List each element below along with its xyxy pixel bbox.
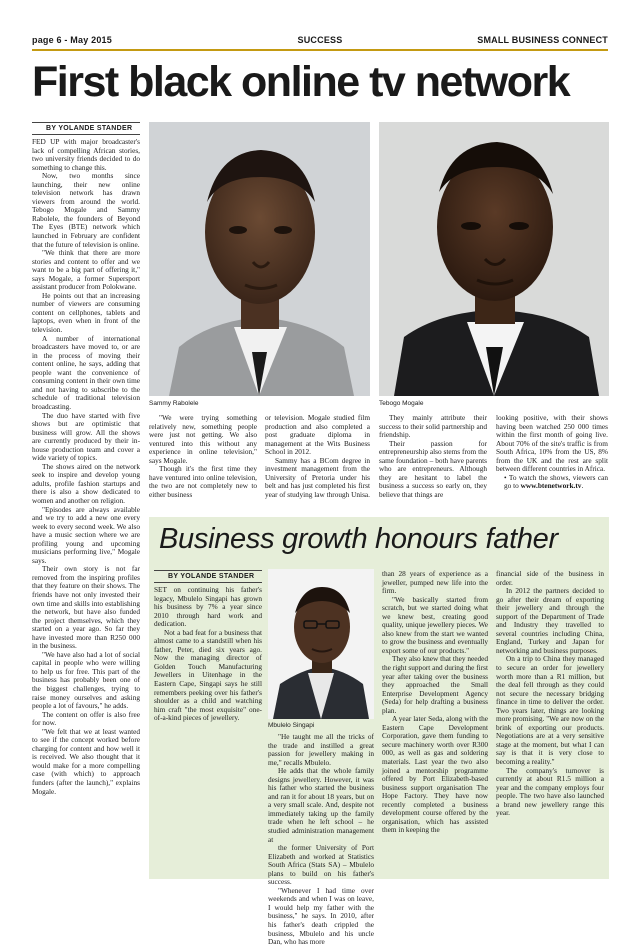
paragraph: "We think that there are more stories and content to offer and we want to be a big part of offering it," says Mogale, a former Supersport assistant producer from Polokwane.	[32, 248, 140, 292]
paragraph: A year later Seda, along with the Eastern Cape Development Corporation, gave them funding to secure machinery worth over R300 000, as well as gas and soldering materials. Last year the two also joined a mentorship programme offered by Port Elizabeth-based business support organisation The Hope Factory. They have now recently completed a business development course offered by the organisation, which has assisted them in keeping the	[382, 714, 488, 835]
photo2-caption: Tebogo Mogale	[379, 400, 424, 407]
article1-column-2	[149, 414, 257, 514]
page-info: page 6 - May 2015	[32, 35, 112, 45]
paragraph: He points out that an increasing number of viewers are consuming content on cellphones, tablets and laptops, even when in front of the television.	[32, 290, 140, 335]
paragraph: than 28 years of experience as a jeweller, pumped new life into the firm.	[382, 569, 488, 596]
article2-headline: Business growth honours father	[159, 523, 558, 555]
paragraph: The shows aired on the network seek to inspire and develop young adults, profile fashion startups and there is also a show dedicated to women and another on religion.	[32, 461, 140, 505]
paragraph: The duo have started with five shows but are optimistic that business will grow. All the shows are currently produced by their in-house production team and cover a wide variety of topics.	[32, 410, 140, 463]
paragraph: Now, two months since launching, their new online television network has drawn viewers from around the world. Tebogo Mogale and Sammy Rabolele, the founders of Beyond The Eyes (BTE) network which launched in February are confident that the future of television is online.	[32, 171, 140, 249]
photo1-caption: Sammy Rabolele	[149, 400, 199, 407]
article2-byline: BY YOLANDE STANDER	[154, 570, 262, 583]
page-header	[32, 33, 608, 49]
photo3-caption: Mbulelo Singapi	[268, 722, 315, 729]
article1-headline: First black online tv network	[32, 58, 570, 106]
paragraph: A number of international broadcasters have moved to, or are in the process of moving their content online, he says, adding that people want the convenience of consuming content in their own time and not having to subscribe to the schedule of traditional television broadcasting.	[32, 333, 140, 411]
website-link[interactable]: www.btenetwork.tv	[520, 481, 582, 491]
article1-column-5	[496, 414, 608, 514]
section-label: SUCCESS	[297, 35, 343, 45]
paragraph: Their own story is not far removed from the inspiring profiles that they feature on their shows. The friends have not only invested their own time and skills into establishing the network, but have also funded the project themselves, which they started on a year ago. So far they have invested more than R250 000 in the business.	[32, 564, 140, 651]
paragraph: The company's turnover is currently at about R1.5 million a year and the company employs four people. The two have also launched a brand new jewellery range this year.	[496, 765, 604, 818]
paragraph: In 2012 the partners decided to go after their dream of exporting their jewellery and through the support of the Department of Trade and Industry they travelled to several countries including China, England, Turkey and Japan for networking and business purposes.	[496, 586, 604, 655]
paragraph: the former University of Port Elizabeth and worked at Statistics South Africa (Stats SA) – Mbulelo plans to build on his father's success.	[268, 843, 374, 887]
paragraph: On a trip to China they managed to secure an order for jewellery worth more than a R1 million, but the deal fell through as they could not secure the necessary bridging finance in time to deliver the order. Two years later, things are looking more promising. "We are now on the brink of exporting our products. Negotiations are at a very sensitive stage at the moment, but what I can say is that it is very close to becoming a reality."	[496, 654, 604, 767]
paragraph: "We were trying something relatively new, something people were just not getting. We also ventured into this without any experience in online television," says Mogale.	[149, 413, 257, 465]
paragraph: They mainly attribute their success to their solid partnership and friendship.	[379, 413, 487, 440]
publication-name: SMALL BUSINESS CONNECT	[477, 35, 608, 45]
paragraph: Not a bad feat for a business that almost came to a standstill when his father, Peter, died six years ago. Now the managing director of Golden Touch Manufacturing Jewellers in Uitenhage in the Eastern Cape, Singapi says he still remembers peeking over his father's shoulder as a child and watching him craft "the most exquisite" one-of-a-kind pieces of jewellery.	[154, 627, 262, 723]
article2-column-3	[382, 570, 488, 878]
website-note: • To watch the shows, viewers can go to www.btenetwork.tv.	[504, 472, 608, 491]
header-rule	[32, 49, 608, 51]
paragraph: Their passion for entrepreneurship also stems from the same foundation – both have parents who are entrepreneurs. Although they are hesitant to label the business a success so early on, they believe that things are	[379, 438, 487, 499]
paragraph: "We felt that we at least wanted to see if the concept worked before charging for content and how well it is received. We also thought that it would make for a more compelling case (with which) to approach funders (after the launch)," explains Mogale.	[32, 726, 140, 796]
paragraph: financial side of the business in order.	[496, 569, 604, 587]
article1-column-1	[32, 138, 140, 894]
paragraph: "We have also had a lot of social capital in people who were willing to help us for free. This part of the business has probably been one of the biggest challenges, trying to raise money ourselves and asking people a lot of favours," he adds.	[32, 649, 140, 711]
photo-sammy-rabolele	[149, 122, 370, 396]
paragraph: They also knew that they needed the right support and during the first year after taking over the business they approached the Small Enterprise Development Agency (Seda) for help drafting a business plan.	[382, 654, 488, 715]
paragraph: "He taught me all the tricks of the trade and instilled a great passion for jewellery making in me," recalls Mbulelo.	[268, 732, 374, 767]
article2-column-1	[154, 586, 262, 876]
paragraph: Sammy has a BCom degree in investment management from the University of Pretoria under his belt and has just completed his first year of studying law through Unisa.	[265, 455, 370, 499]
paragraph: "Episodes are always available and we try to add a new one every week to every second week. We also have a music section where we are profiling young and upcoming musicians performing live," Mogale says.	[32, 504, 140, 565]
paragraph: Though it's the first time they have ventured into online television, the two are not completely new to either business	[149, 464, 257, 499]
paragraph: "We basically started from scratch, but we started doing what we knew best, creating good quality, unique jewellery pieces. We also knew from the start we wanted to grow the business and eventually export some of our products."	[382, 594, 488, 655]
paragraph: He adds that the whole family designs jewellery. However, it was his father who started the business and ran it for about 18 years, but on a very small scale. And, despite not immediately taking up the family trade when he left school – he studied administration management at	[268, 766, 374, 844]
paragraph: or television. Mogale studied film production and also completed a post graduate diploma in management at the Wits Business School in 2012.	[265, 413, 370, 457]
paragraph: The content on offer is also free for now.	[32, 709, 140, 728]
paragraph: SET on continuing his father's legacy, Mbulelo Singapi has grown his business by 7% a year since 2010 through hard work and dedication.	[154, 585, 262, 629]
photo-mbulelo-singapi	[268, 569, 374, 719]
paragraph: looking positive, with their shows having been watched 250 000 times within the first month of going live. About 70% of the site's traffic is from South Africa, 10% from the US, 8% from the UK and the rest are split between different countries in Africa.	[496, 413, 608, 474]
article2-column-4	[496, 570, 604, 878]
article1-byline: BY YOLANDE STANDER	[32, 122, 140, 135]
article1-column-4	[379, 414, 487, 514]
paragraph: FED UP with major broadcaster's lack of compelling African stories, two university friends decided to do something to change this.	[32, 137, 140, 172]
article2-column-2	[268, 732, 374, 947]
photo-tebogo-mogale	[379, 122, 609, 396]
article1-column-3	[265, 414, 370, 514]
paragraph: "Whenever I had time over weekends and when I was on leave, I would help my father with the business," he says. In 2010, after his father's death crippled the business, Mbulelo and his uncle Dan, who has more	[268, 885, 374, 947]
